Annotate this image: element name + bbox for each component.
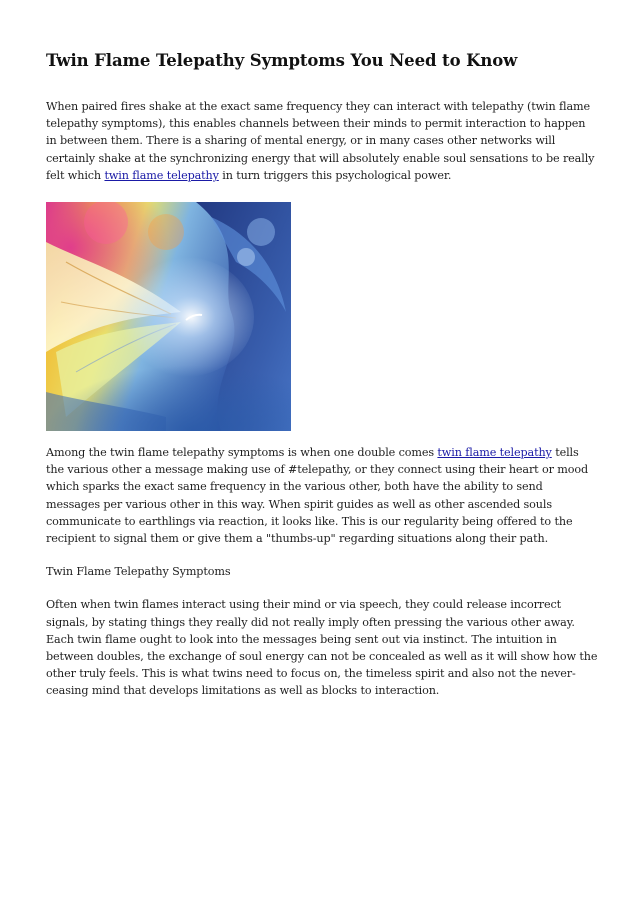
body1-text-after: tells the various other a message making use of #telepathy, or they connect using their heart or mood which sparks the exact same frequency in the various other, both have the ability to send messages per various other in this way. When spirit guides as well as other ascended souls communicate to earthlings via reaction, it looks like. This is our regularity being offered to the recipient to signal them or give them a "thumbs-up" regarding situations along their path.: [46, 446, 589, 546]
twin-flame-telepathy-link-2[interactable]: twin flame telepathy: [437, 446, 552, 460]
intro-text-after: in turn triggers this psychological power.: [218, 168, 452, 182]
body1-text-before: Among the twin flame telepathy symptoms is when one double comes: [46, 446, 438, 460]
artwork-illustration: [46, 202, 291, 431]
intro-text-before: When paired fires shake at the exact same frequency they can interact with telepathy (twin flame telepathy symptoms), this enables channels between their minds to permit interaction to happen in between them. There is a sharing of mental energy, or in many cases other networks will certainly shake at the synchronizing energy that will absolutely enable soul sensations to be really felt which: [46, 100, 595, 182]
section-subheading: Twin Flame Telepathy Symptoms: [46, 565, 231, 579]
twin-flame-artwork-image: [46, 202, 291, 431]
body-paragraph-1: [46, 444, 598, 547]
body-paragraph-2: Often when twin flames interact using their mind or via speech, they could release incorrect signals, by stating things they really did not really imply often pressing the various other away. Each twin flame ought to look into the messages being sent out via instinct. The intuition in between doubles, the exchange of soul energy can not be concealed as well as it will show how the other truly feels. This is what twins need to focus on, the timeless spirit and also not the never-ceasing mind that develops limitations as well as blocks to interaction.: [46, 598, 598, 698]
twin-flame-telepathy-link[interactable]: twin flame telepathy: [104, 168, 219, 182]
document-page: [46, 50, 598, 700]
article-title: Twin Flame Telepathy Symptoms You Need to Know: [46, 51, 518, 70]
intro-paragraph: [46, 98, 598, 184]
